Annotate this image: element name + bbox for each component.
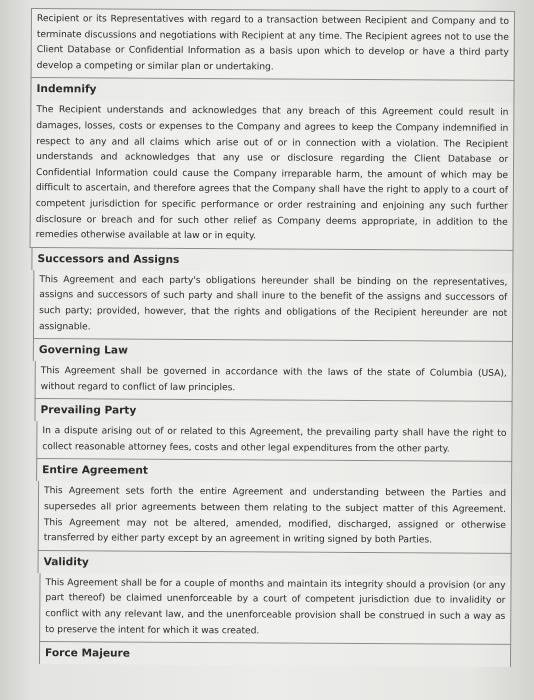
section-recipient-rights xyxy=(31,8,515,81)
section-body: This Agreement shall be for a couple of months and maintain its integrity should a provision (or any part thereof) be claimed unenforceable by a court of competent jurisdiction due to invalidity or conflict with any relevant law, and the unenforceable provision shall be construed in such a way as to preserve the intent for which it was created. xyxy=(45,576,506,637)
section-body: This Agreement sets forth the entire Agreement and understanding between the Parties and supersedes all prior agreements between them relating to the subject matter of this Agreement. This Agreement may not be altered, amended, modified, discharged, assigned or otherwise transferred by either party except by an agreement in writing signed by both Parties. xyxy=(43,485,507,546)
section-entire-agreement xyxy=(38,482,512,554)
section-successors-and-assigns xyxy=(33,270,513,342)
section-heading-governing-law: Governing Law xyxy=(33,339,513,364)
section-heading-validity: Validity xyxy=(38,551,512,576)
section-heading-force-majeure: Force Majeure xyxy=(39,642,511,667)
section-body: Recipient or its Representatives with regard to a transaction between Recipient and Company and to terminate discussions and negotiations with Recipient at any time. The Recipient agrees not to use the Client Database or Confidential Information as a basis upon which to develop or have a third party develop a competing or similar plan or undertaking. xyxy=(36,13,509,73)
section-heading-prevailing-party: Prevailing Party xyxy=(34,399,512,424)
section-body: This Agreement shall be governed in accordance with the laws of the state of Columbia (USA), without regard to conflict of law principles. xyxy=(40,365,507,393)
section-validity xyxy=(39,573,511,645)
section-governing-law xyxy=(35,361,513,402)
section-heading-entire-agreement: Entire Agreement xyxy=(36,460,512,485)
agreement-document xyxy=(27,8,515,667)
section-heading-successors-and-assigns: Successors and Assigns xyxy=(31,248,513,273)
section-body: The Recipient understands and acknowledges that any breach of this Agreement could result in damages, losses, costs or expenses to the Company and agrees to keep the Company indemnified in respect to any and all claims which arise out of or in connection with a violation. The Recipient understands and acknowledges that any use or disclosure regarding the Client Database or Confidential Information could cause the Company irreparable harm, the amount of which may be difficult to ascertain, and therefore agrees that the Company shall have the right to apply to a court of competent jurisdiction for specific performance or order restraining and enjoining any such further disclosure or breach and for such other relief as Company deems appropriate, in addition to the remedies otherwise available at law or in equity. xyxy=(35,104,509,242)
section-indemnify xyxy=(30,100,515,250)
section-heading-indemnify: Indemnify xyxy=(30,78,514,103)
section-prevailing-party xyxy=(36,421,512,462)
section-body: This Agreement and each party's obligations hereunder shall be binding on the representatives, assigns and successors of such party and shall inure to the benefit of the assigns and successors of such party; provided, however, that the rights and obligations of the Recipient hereunder are not assignable. xyxy=(39,273,508,332)
section-body: In a dispute arising out of or related to this Agreement, the prevailing party shall have the right to collect reasonable attorney fees, costs and other legal expenditures from the other party. xyxy=(42,425,507,455)
